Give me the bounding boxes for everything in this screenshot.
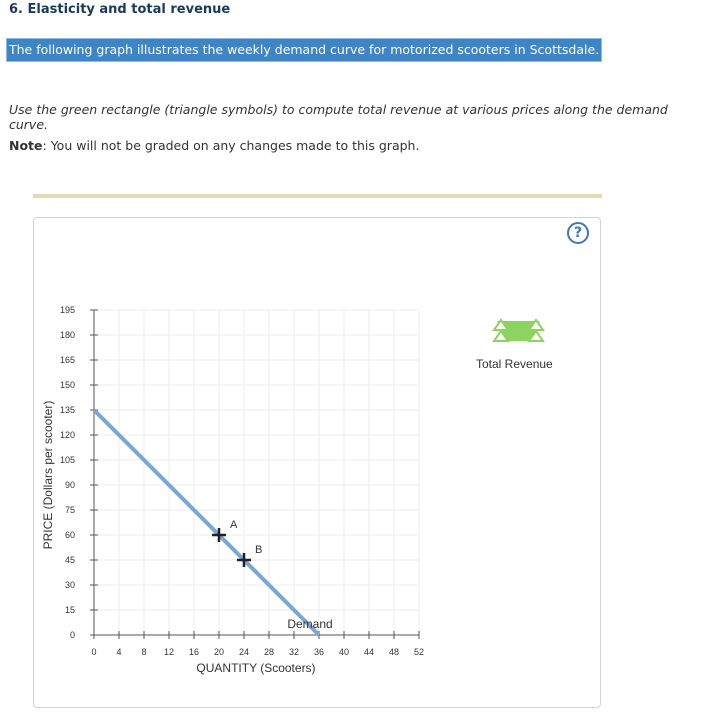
x-tick-label: 48 xyxy=(388,647,400,657)
x-tick-label: 28 xyxy=(263,647,275,657)
y-tick-label: 75 xyxy=(64,505,75,515)
y-tick-label: 150 xyxy=(59,380,75,390)
chart-series xyxy=(94,410,333,635)
x-tick-label: 44 xyxy=(363,647,375,657)
x-tick-label: 24 xyxy=(238,647,250,657)
help-button[interactable]: ? xyxy=(567,222,589,244)
total-revenue-tool-icon[interactable] xyxy=(494,320,543,341)
chart-axes xyxy=(94,310,419,635)
y-tick-label: 90 xyxy=(64,480,75,490)
question-title: 6. Elasticity and total revenue xyxy=(9,2,231,17)
y-tick-label: 30 xyxy=(64,580,75,590)
y-tick-label: 60 xyxy=(64,530,75,540)
point-label: B xyxy=(255,544,263,556)
note-label: Note xyxy=(9,138,43,153)
point-label: A xyxy=(230,519,238,531)
x-tick-label: 12 xyxy=(163,647,175,657)
y-tick-label: 45 xyxy=(64,555,75,565)
x-tick-label: 52 xyxy=(413,647,425,657)
y-tick-label: 165 xyxy=(59,355,75,365)
y-tick-label: 135 xyxy=(59,405,75,415)
x-tick-label: 16 xyxy=(188,647,200,657)
x-tick-label: 40 xyxy=(338,647,350,657)
x-tick-label: 20 xyxy=(213,647,225,657)
instruction-text: Use the green rectangle (triangle symbols) to compute total revenue at various prices along the demand curve. xyxy=(9,102,668,132)
legend-label: Total Revenue xyxy=(476,357,553,371)
y-tick-label: 15 xyxy=(64,605,75,615)
y-tick-label: 0 xyxy=(69,630,75,640)
demand-curve-label: Demand xyxy=(287,617,333,631)
x-tick-label: 4 xyxy=(116,647,122,657)
y-tick-label: 195 xyxy=(59,305,75,315)
x-tick-label: 0 xyxy=(91,647,97,657)
x-tick-label: 32 xyxy=(288,647,300,657)
note-body: : You will not be graded on any changes made to this graph. xyxy=(42,138,420,153)
y-axis-label: PRICE (Dollars per scooter) xyxy=(41,400,55,550)
y-tick-label: 180 xyxy=(59,330,75,340)
y-tick-label: 105 xyxy=(59,455,75,465)
intro-text: The following graph illustrates the weekly demand curve for motorized scooters in Scottsdale. xyxy=(7,39,601,61)
x-tick-label: 36 xyxy=(313,647,325,657)
x-axis-label: QUANTITY (Scooters) xyxy=(196,661,316,675)
demand-curve[interactable] xyxy=(94,410,319,635)
x-tick-label: 8 xyxy=(141,647,147,657)
chart-grid xyxy=(94,310,419,635)
y-tick-label: 120 xyxy=(59,430,75,440)
